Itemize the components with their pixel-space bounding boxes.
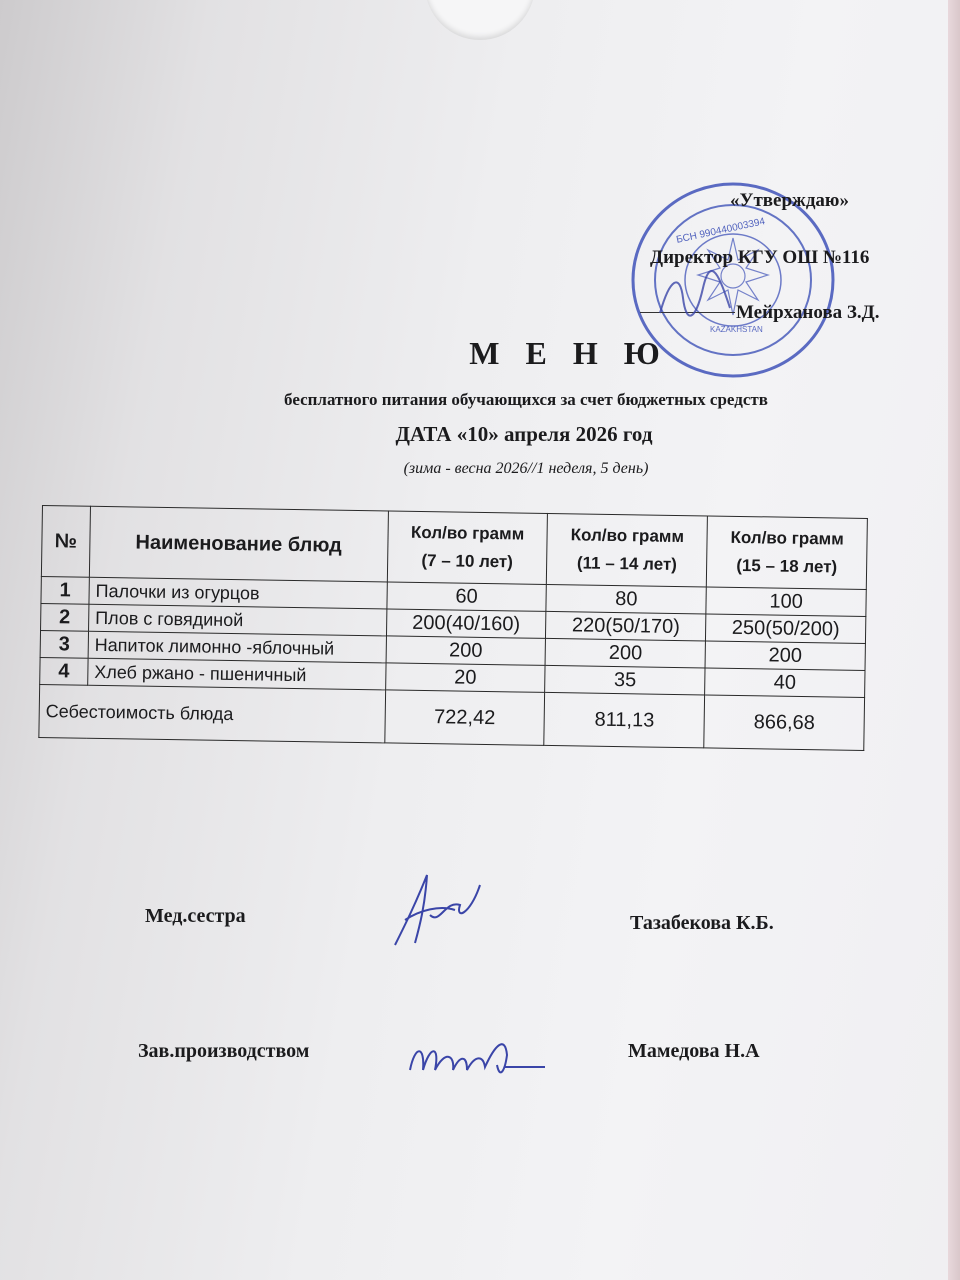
col-header-dish: Наименование блюд <box>89 506 388 582</box>
grams-15-18: 40 <box>705 668 865 698</box>
grams-7-10: 200(40/160) <box>386 609 546 639</box>
background-edge <box>948 0 960 1280</box>
stamp-text: БСН 990440003394 <box>675 216 767 246</box>
dish-name: Плов с говядиной <box>88 604 386 636</box>
grams-11-14: 80 <box>546 584 706 614</box>
col-header-age: (11 – 14 лет) <box>576 553 678 574</box>
grams-7-10: 20 <box>385 663 545 693</box>
col-header-number: № <box>41 506 90 578</box>
nurse-name: Тазабекова К.Б. <box>630 912 774 934</box>
production-manager-name: Мамедова Н.А <box>628 1040 760 1062</box>
cost-15-18: 866,68 <box>704 695 865 751</box>
grams-7-10: 60 <box>387 582 547 612</box>
grams-11-14: 35 <box>545 665 705 695</box>
approval-position: Директор КГУ ОШ №116 <box>650 247 870 268</box>
nurse-role: Мед.сестра <box>145 905 246 927</box>
col-header-grams-15-18 <box>706 516 867 590</box>
production-manager-signature <box>405 1025 550 1085</box>
row-number: 3 <box>40 630 88 658</box>
row-number: 1 <box>41 576 89 604</box>
row-number: 4 <box>40 657 88 685</box>
director-signature <box>655 268 735 328</box>
approval-title: «Утверждаю» <box>730 190 849 211</box>
grams-15-18: 100 <box>706 587 866 617</box>
cost-7-10: 722,42 <box>384 690 545 746</box>
row-number: 2 <box>41 603 89 631</box>
approval-name: Мейрханова З.Д. <box>736 302 880 323</box>
col-header-grams-7-10 <box>387 511 548 585</box>
col-header-label: Кол/во грамм <box>570 525 685 547</box>
cost-11-14: 811,13 <box>544 692 705 748</box>
grams-15-18: 200 <box>705 641 865 671</box>
menu-title: М Е Н Ю <box>469 335 669 371</box>
col-header-label: Кол/во грамм <box>730 527 844 549</box>
col-header-label: Кол/во грамм <box>410 522 525 544</box>
grams-15-18: 250(50/200) <box>706 614 866 644</box>
grams-7-10: 200 <box>386 636 546 666</box>
production-manager-role: Зав.производством <box>138 1040 310 1062</box>
col-header-grams-11-14 <box>547 513 708 587</box>
menu-period: (зима - весна 2026//1 неделя, 5 день) <box>403 460 649 477</box>
menu-table <box>38 505 868 751</box>
cost-label: Себестоимость блюда <box>39 684 385 742</box>
nurse-signature <box>385 865 485 955</box>
dish-name: Хлеб ржано - пшеничный <box>88 658 386 690</box>
col-header-age: (7 – 10 лет) <box>421 550 514 572</box>
col-header-age: (15 – 18 лет) <box>736 555 838 577</box>
menu-subtitle: бесплатного питания обучающихся за счет бюджетных средств <box>284 390 768 409</box>
table-header-row <box>41 506 867 590</box>
dish-name: Напиток лимонно -яблочный <box>88 631 386 663</box>
menu-date: ДАТА «10» апреля 2026 год <box>395 422 653 446</box>
stamp-country: KAZAKHSTAN <box>710 325 763 334</box>
grams-11-14: 220(50/170) <box>546 611 706 641</box>
dish-name: Палочки из огурцов <box>89 577 387 609</box>
grams-11-14: 200 <box>545 638 705 668</box>
